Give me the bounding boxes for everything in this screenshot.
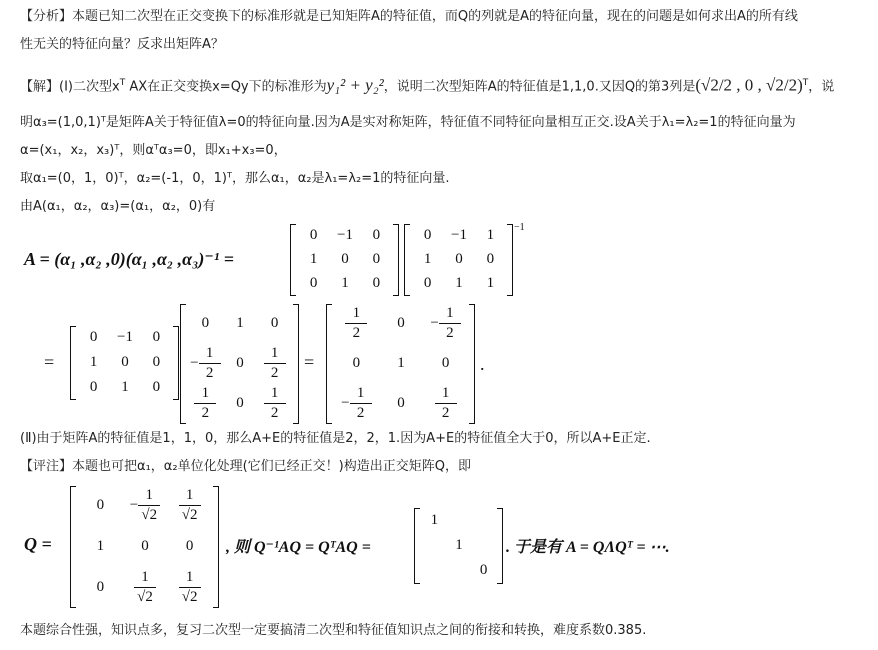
bracket-right	[507, 224, 513, 296]
matrix-entry: 0	[441, 355, 450, 371]
solution-line-2: 明α₃=(1,0,1)ᵀ是矩阵A关于特征值λ=0的特征向量.因为A是实对称矩阵，特征值不同特征向量相互正交.设A关于λ₁=λ₂=1的特征向量为	[20, 115, 796, 130]
analysis-line-1: 【分析】本题已知二次型在正交变换下的标准形就是已知矩阵A的特征值，而Q的列就是A的特征向量，现在的问题是如何求出A的所有线	[20, 9, 798, 24]
bracket-right	[469, 304, 475, 424]
solution-line-3: α=(x₁，x₂，x₃)ᵀ，则αᵀα₃=0，即x₁+x₃=0，	[20, 143, 287, 158]
matrix-entry: 1	[486, 227, 495, 243]
matrix-entry: 0	[372, 251, 381, 267]
matrix-entry: 0	[486, 251, 495, 267]
matrix-entry: −1	[117, 329, 133, 346]
matrix-entry: 0	[89, 329, 98, 346]
bracket-left	[70, 326, 76, 400]
matrix-entry: 0	[309, 227, 318, 243]
inverse-exponent: −1	[514, 222, 525, 233]
matrix-entry: 0	[352, 355, 361, 371]
matrix-entry: 1	[309, 251, 318, 267]
bracket-right	[497, 508, 503, 584]
matrix-entry: 0	[455, 251, 463, 267]
matrix-3	[70, 326, 180, 400]
conclusion: . 于是有 A = QΛQᵀ = ⋯.	[506, 539, 670, 556]
matrix-entry: 0	[121, 354, 129, 370]
formula-1	[22, 222, 525, 300]
q-third-column: (√2/2 , 0 , √2/2)	[695, 75, 803, 95]
matrix-entry: $\frac{1}{√2}$	[123, 569, 168, 606]
solution-line-5: 由A(α₁，α₂，α₃)=(α₁，α₂，0)有	[20, 199, 216, 214]
matrix-entry: −1	[451, 227, 467, 243]
bracket-left	[404, 224, 410, 296]
matrix-entry: 1	[236, 315, 244, 331]
matrix-entry: $\frac{1}{2}$	[257, 345, 292, 382]
matrix-entry: 1	[89, 354, 98, 370]
matrix-entry: 1	[455, 275, 463, 291]
matrix-entry: 0	[141, 538, 149, 554]
matrix-entry: 0	[96, 578, 105, 595]
part-2: (Ⅱ)由于矩阵A的特征值是1，1，0，那么A+E的特征值是2，2，1.因为A+E的特征值全大于0，所以A+E正定.	[20, 431, 651, 446]
matrix-entry: 1	[423, 251, 432, 267]
equals-sign: =	[44, 352, 55, 372]
bracket-left	[326, 304, 332, 424]
bracket-right	[293, 304, 299, 424]
formula-3	[22, 482, 712, 612]
formula-1-lhs: A = (α₁ ,α₂ ,0)(α₁ ,α₂ ,α₃)⁻¹ =	[24, 249, 235, 269]
matrix-entry: 0	[201, 315, 210, 331]
bracket-left	[180, 304, 186, 424]
bracket-right	[173, 326, 179, 400]
matrix-entry: 0	[152, 378, 161, 395]
footer: 本题综合性强，知识点多，复习二次型一定要搞清二次型和特征值知识点之间的衔接和转换，难度系数0.385.	[20, 623, 647, 638]
matrix-entry: 1	[121, 378, 129, 395]
matrix-entry: 1	[341, 275, 349, 291]
matrix-entry: −1	[337, 227, 353, 243]
matrix-entry: $\frac{1}{2}$	[188, 385, 223, 422]
matrix-5	[326, 304, 476, 424]
matrix-entry: $\frac{1}{2}$	[334, 305, 379, 342]
matrix-entry: 0	[423, 227, 432, 243]
bracket-left	[414, 508, 420, 584]
matrix-entry: 0	[372, 227, 381, 243]
solution-line-1: 【解】(Ⅰ)二次型$x^T$ AX在正交变换x=Qy下的标准形为y₁² + y₂²，说明二次型矩阵A的特征值是1,1,0.又因Q的第3列是(√2/2 , 0 , √2/2)$^T$，说	[20, 75, 835, 95]
bracket-right	[213, 486, 219, 608]
formula-2	[22, 302, 522, 426]
comment-label: 【评注】	[20, 459, 73, 474]
q-symbol: Q =	[24, 534, 52, 554]
comment-line: 【评注】本题也可把α₁，α₂单位化处理(它们已经正交！)构造出正交矩阵Q，即	[20, 459, 471, 474]
matrix-2	[404, 224, 514, 296]
matrix-entry: − $\frac{1}{√2}$	[123, 487, 168, 524]
matrix-entry: 1	[430, 511, 439, 528]
matrix-entry: 0	[96, 497, 105, 514]
matrix-entry: 0	[341, 251, 349, 267]
matrix-entry: 0	[397, 315, 405, 331]
matrix-entry: 0	[185, 538, 194, 554]
bracket-right	[393, 224, 399, 296]
matrix-entry: $\frac{1}{√2}$	[167, 569, 212, 606]
matrix-entry: 1	[96, 538, 105, 554]
matrix-entry: 1	[397, 355, 405, 371]
matrix-entry: $\frac{1}{2}$	[423, 385, 468, 422]
matrix-lambda	[414, 508, 504, 584]
period: .	[480, 354, 485, 374]
matrix-entry: 0	[236, 395, 244, 411]
solution-label: 【解】	[20, 79, 60, 95]
q-relation: , 则 Q⁻¹AQ = QᵀAQ =	[226, 539, 371, 556]
matrix-entry: 0	[152, 354, 161, 370]
bracket-left	[290, 224, 296, 296]
matrix-entry: 0	[270, 315, 279, 331]
matrix-entry: 0	[89, 378, 98, 395]
matrix-q	[70, 486, 220, 608]
matrix-entry: 0	[423, 275, 432, 291]
analysis-label: 【分析】	[20, 9, 73, 24]
analysis-line-2: 性无关的特征向量？反求出矩阵A？	[20, 37, 224, 52]
matrix-entry: − $\frac{1}{2}$	[423, 305, 468, 342]
matrix-entry: 0	[479, 562, 488, 579]
matrix-4	[180, 304, 300, 424]
matrix-entry: − $\frac{1}{2}$	[188, 345, 223, 382]
matrix-1	[290, 224, 400, 296]
equals-sign-2: =	[304, 352, 315, 372]
matrix-entry: 0	[236, 355, 244, 371]
matrix-entry: 0	[372, 275, 381, 291]
bracket-left	[70, 486, 76, 608]
matrix-entry: 1	[455, 537, 463, 553]
matrix-entry: $\frac{1}{2}$	[257, 385, 292, 422]
matrix-entry: 0	[152, 329, 161, 346]
standard-form: y₁² + y₂²	[326, 75, 384, 95]
matrix-entry: $\frac{1}{√2}$	[167, 487, 212, 524]
matrix-entry: 1	[486, 275, 495, 291]
matrix-entry: 0	[309, 275, 318, 291]
matrix-entry: − $\frac{1}{2}$	[334, 385, 379, 422]
matrix-entry: 0	[397, 395, 405, 411]
solution-line-4: 取α₁=(0，1，0)ᵀ，α₂=(-1，0，1)ᵀ，那么α₁，α₂是λ₁=λ₂=1的特征向量.	[20, 171, 450, 186]
